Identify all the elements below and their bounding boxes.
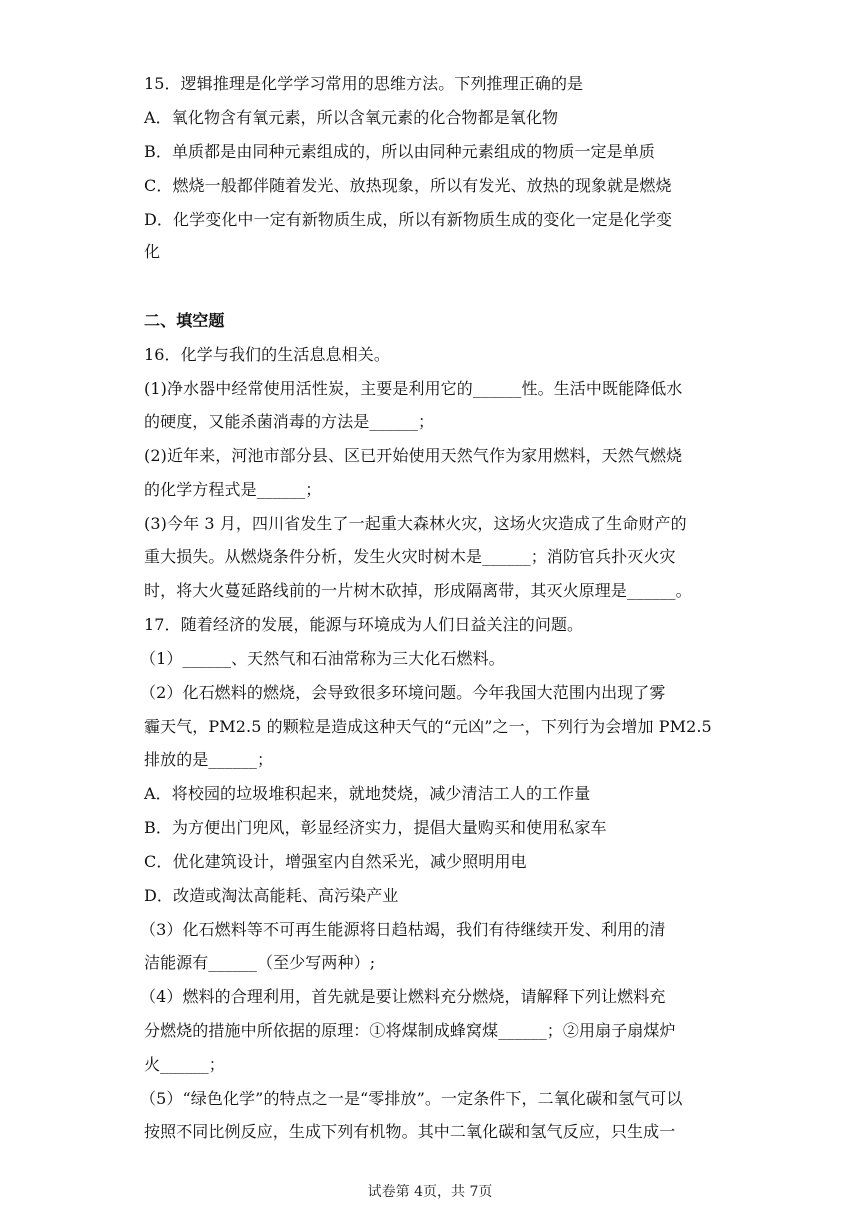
question-17-part-2-continued: 霾天气，PM2.5 的颗粒是造成这种天气的“元凶”之一，下列行为会增加 PM2.5 [144, 717, 712, 736]
question-17-part-4-continued-2: 火______； [144, 1055, 225, 1074]
question-15-option-b: B．单质都是由同种元素组成的，所以由同种元素组成的物质一定是单质 [144, 142, 655, 161]
question-17-part-5: （5）“绿色化学”的特点之一是“零排放”。一定条件下，二氧化碳和氢气可以 [140, 1089, 683, 1108]
question-16-part-3-continued-2: 时，将大火蔓延路线前的一片树木砍掉，形成隔离带，其灭火原理是______。 [144, 581, 692, 600]
question-16-part-2: (2)近年来，河池市部分县、区已开始使用天然气作为家用燃料，天然气燃烧 [144, 446, 683, 465]
question-15-option-d-continued: 化 [144, 242, 161, 261]
question-16-part-3: (3)今年 3 月，四川省发生了一起重大森林火灾，这场火灾造成了生命财产的 [144, 514, 687, 533]
question-15-option-c: C．燃烧一般都伴随着发光、放热现象，所以有发光、放热的现象就是燃烧 [144, 176, 672, 195]
question-17-option-c: C．优化建筑设计，增强室内自然采光，减少照明用电 [144, 852, 527, 871]
question-16-part-1-continued: 的硬度，又能杀菌消毒的方法是______； [144, 412, 435, 431]
question-16-stem: 16．化学与我们的生活息息相关。 [144, 345, 390, 364]
section-heading-fill-in: 二、填空题 [144, 311, 225, 330]
question-16-part-3-continued: 重大损失。从燃烧条件分析，发生火灾时树木是______；消防官兵扑灭火灾 [144, 547, 676, 566]
question-17-option-b: B．为方便出门兜风，彰显经济实力，提倡大量购买和使用私家车 [144, 818, 607, 837]
question-17-part-3-continued: 洁能源有______（至少写两种）; [144, 953, 376, 972]
question-17-option-a: A．将校园的垃圾堆积起来，就地焚烧，减少清洁工人的工作量 [144, 784, 591, 803]
question-16-part-2-continued: 的化学方程式是______； [144, 480, 322, 499]
page-footer: 试卷第 4页，共 7页 [367, 1184, 493, 1200]
question-17-part-2: （2）化石燃料的燃烧，会导致很多环境问题。今年我国大范围内出现了雾 [140, 683, 666, 702]
question-15-option-a: A．氧化物含有氧元素，所以含氧元素的化合物都是氧化物 [144, 108, 559, 127]
question-17-part-5-continued: 按照不同比例反应，生成下列有机物。其中二氧化碳和氢气反应，只生成一 [144, 1122, 676, 1141]
question-17-part-2-continued-2: 排放的是______； [144, 750, 274, 769]
question-17-stem: 17．随着经济的发展，能源与环境成为人们日益关注的问题。 [144, 615, 584, 634]
question-17-part-1: （1）______、天然气和石油常称为三大化石燃料。 [140, 649, 505, 668]
question-17-part-3: （3）化石燃料等不可再生能源将日趋枯竭，我们有待继续开发、利用的清 [140, 920, 666, 939]
question-15-option-d: D．化学变化中一定有新物质生成，所以有新物质生成的变化一定是化学变 [144, 210, 673, 229]
question-17-part-4-continued: 分燃烧的措施中所依据的原理：①将煤制成蜂窝煤______；②用扇子扇煤炉 [144, 1021, 676, 1040]
question-17-part-4: （4）燃料的合理利用，首先就是要让燃料充分燃烧，请解释下列让燃料充 [140, 987, 666, 1006]
question-16-part-1: (1)净水器中经常使用活性炭，主要是利用它的______性。生活中既能降低水 [144, 379, 683, 398]
question-15-stem: 15．逻辑推理是化学学习常用的思维方法。下列推理正确的是 [144, 74, 584, 93]
question-17-option-d: D．改造或淘汰高能耗、高污染产业 [144, 886, 399, 905]
